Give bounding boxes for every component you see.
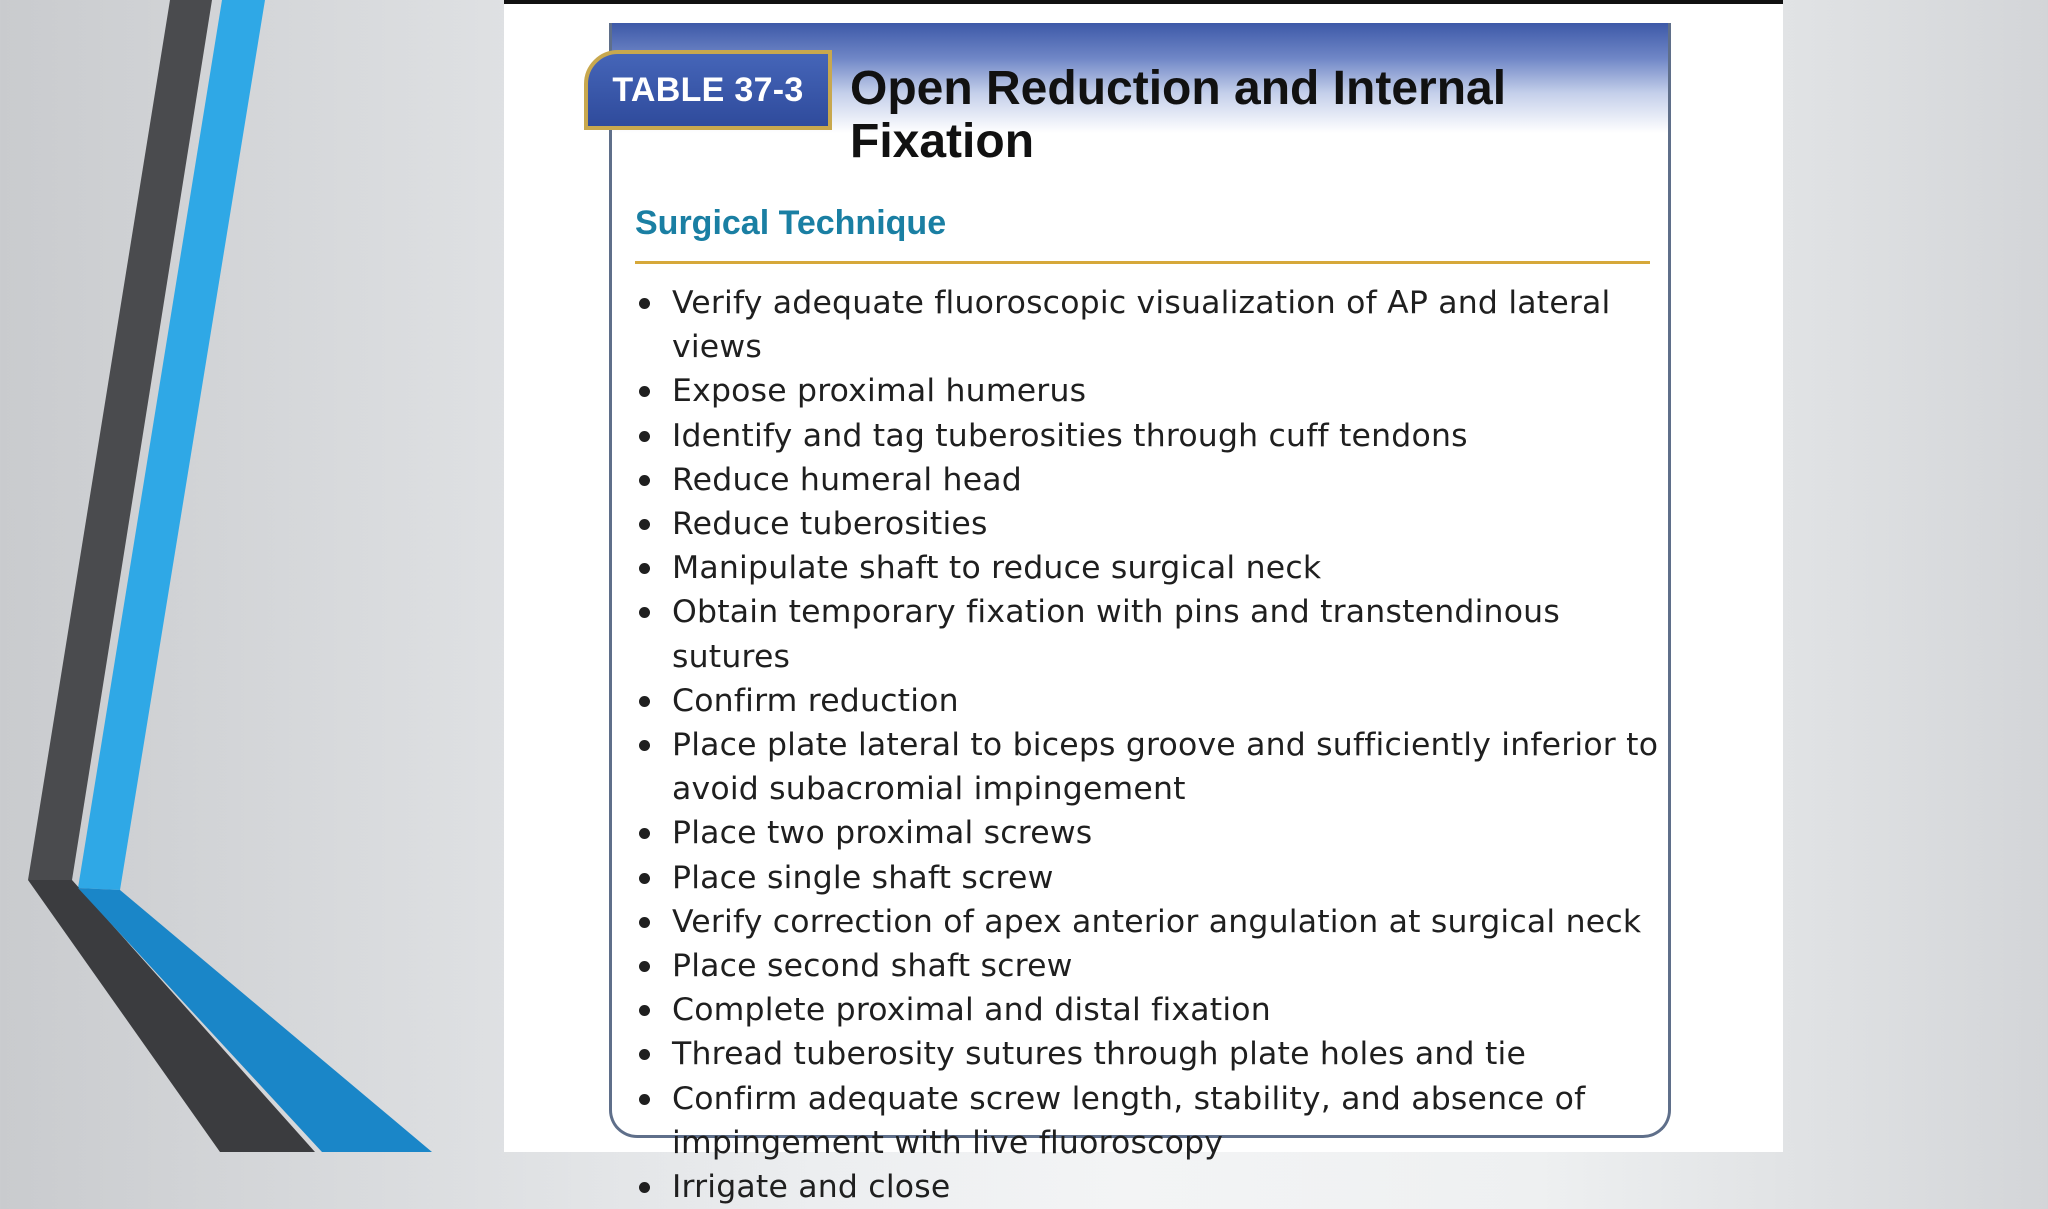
bullet-icon — [639, 1094, 650, 1105]
textbook-table-image — [504, 0, 1783, 1206]
list-item — [635, 988, 1665, 1032]
bullet-icon — [639, 607, 650, 618]
list-item — [635, 811, 1665, 855]
list-item — [635, 414, 1665, 458]
list-item — [635, 944, 1665, 988]
list-item — [635, 1165, 1665, 1209]
bullet-icon — [639, 961, 650, 972]
step-text: Reduce tuberosities — [672, 506, 988, 543]
step-text: Confirm reduction — [672, 682, 959, 719]
list-item — [635, 369, 1665, 413]
list-item — [635, 281, 1665, 369]
step-text: Verify correction of apex anterior angulation at surgical neck — [672, 903, 1642, 940]
bullet-icon — [639, 475, 650, 486]
list-item — [635, 900, 1665, 944]
step-text: Confirm adequate screw length, stability, and absence of impingement with live fluoroscopy — [672, 1080, 1586, 1161]
step-text: Thread tuberosity sutures through plate holes and tie — [672, 1036, 1527, 1073]
step-text: Verify adequate fluoroscopic visualization of AP and lateral views — [672, 285, 1611, 366]
list-item — [635, 723, 1665, 811]
bullet-icon — [639, 828, 650, 839]
step-text: Irrigate and close — [672, 1169, 951, 1206]
list-item — [635, 502, 1665, 546]
bullet-icon — [639, 563, 650, 574]
section-divider — [635, 261, 1650, 264]
bullet-icon — [639, 298, 650, 309]
list-item — [635, 590, 1665, 678]
bullet-icon — [639, 740, 650, 751]
list-item — [635, 458, 1665, 502]
bullet-icon — [639, 519, 650, 530]
slide-decoration — [0, 0, 520, 1152]
bullet-icon — [639, 696, 650, 707]
table-number-badge: TABLE 37-3 — [584, 50, 832, 130]
step-text: Obtain temporary fixation with pins and transtendinous sutures — [672, 594, 1560, 675]
step-text: Place single shaft screw — [672, 859, 1054, 896]
step-text: Reduce humeral head — [672, 461, 1022, 498]
step-text: Expose proximal humerus — [672, 373, 1087, 410]
bullet-icon — [639, 386, 650, 397]
table-title: Open Reduction and Internal Fixation — [850, 62, 1507, 168]
step-text: Place second shaft screw — [672, 948, 1073, 985]
list-item — [635, 856, 1665, 900]
step-text: Place two proximal screws — [672, 815, 1093, 852]
section-heading: Surgical Technique — [635, 204, 947, 242]
list-item — [635, 546, 1665, 590]
bullet-icon — [639, 1005, 650, 1016]
bullet-icon — [639, 1182, 650, 1193]
step-text: Complete proximal and distal fixation — [672, 992, 1271, 1029]
step-text: Place plate lateral to biceps groove and sufficiently inferior to avoid subacromial impingement — [672, 727, 1659, 808]
surgical-steps-list — [635, 281, 1665, 1209]
bullet-icon — [639, 1049, 650, 1060]
bullet-icon — [639, 873, 650, 884]
dark-lower-wedge — [28, 880, 315, 1152]
list-item — [635, 1032, 1665, 1076]
step-text: Identify and tag tuberosities through cuff tendons — [672, 417, 1468, 454]
step-text: Manipulate shaft to reduce surgical neck — [672, 550, 1322, 587]
bullet-icon — [639, 431, 650, 442]
bullet-icon — [639, 917, 650, 928]
list-item — [635, 679, 1665, 723]
